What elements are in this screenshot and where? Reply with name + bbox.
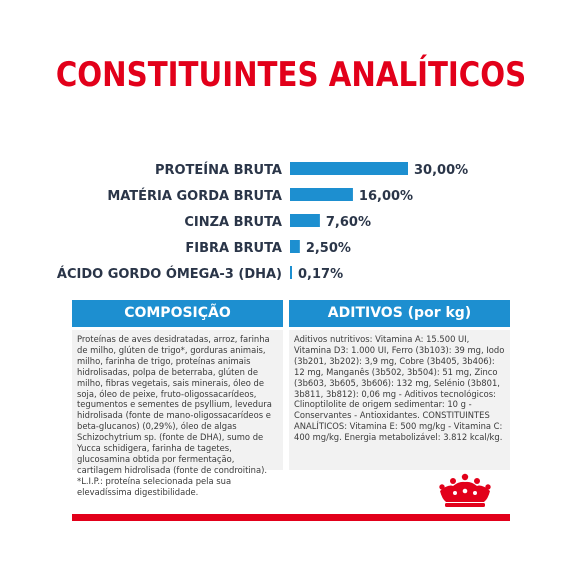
bar-value-label: 7,60% [325, 215, 372, 230]
bar [290, 188, 353, 201]
additives-text: Aditivos nutritivos: Vitamina A: 15.500 UI, Vitamina D3: 1.000 UI, Ferro (3b103): 39 mg, Iodo (3b201, 3b202): 3,9 mg, Cobre (3b405, 3b406): 12 mg, Manganês (3b502, 3b504): 51 mg, Zinco (3b603, 3b605, 3b606): 132 mg, Selénio (3b801, 3b811, 3b812): 0,06 mg - Aditivos tecnológicos: Clinoptilolite de origem sedimentar: 10 g - Conservantes - Antioxidantes. CONSTITUINTES ANALÍTICOS: Vitamina E: 500 mg/kg - Vitamina C: 400 mg/kg. Energia metabolizável: 3.812 kcal/kg. [289, 330, 510, 470]
page-title: CONSTITUINTES ANALÍTICOS [55, 55, 527, 95]
bar-label: FIBRA BRUTA [185, 241, 282, 256]
bar [290, 266, 292, 279]
bar-value-label: 16,00% [358, 189, 414, 204]
composition-text: Proteínas de aves desidratadas, arroz, farinha de milho, glúten de trigo*, gorduras animais, milho, farinha de trigo, proteínas animais hidrolisadas, polpa de beterraba, glúten de milho, fibras vegetais, sais minerais, óleo de soja, óleo de peixe, fruto-oligossacarídeos, tegumentos e sementes de psyllium, levedura hidrolisada (fonte de mano-oligossacarídeos e beta-glucanos) (0,29%), óleo de algas Schizochytrium sp. (fonte de DHA), sumo de Yucca schidigera, farinha de tagetes, glucosamina obtida por fermentação, cartilagem hidrolisada (fonte de condroitina). *L.I.P.: proteína selecionada pela sua elevadíssima digestibilidade. [72, 330, 283, 470]
additives-header: ADITIVOS (por kg) [289, 300, 510, 327]
bar-label: PROTEÍNA BRUTA [154, 163, 282, 178]
bar-value-label: 2,50% [305, 241, 351, 256]
bar-label: MATÉRIA GORDA BRUTA [107, 189, 282, 204]
bar-value-label: 30,00% [414, 163, 469, 178]
nutrient-bar-chart [0, 150, 582, 290]
crown-icon [428, 472, 502, 510]
bar [290, 214, 320, 227]
bar-label: CINZA BRUTA [184, 215, 282, 230]
footer-bar [72, 514, 510, 521]
bar [290, 240, 300, 253]
bar [290, 162, 408, 175]
bar-value-label: 0,17% [298, 267, 344, 282]
composition-header: COMPOSIÇÃO [72, 300, 283, 327]
bar-label: ÁCIDO GORDO ÓMEGA-3 (DHA) [56, 267, 282, 282]
